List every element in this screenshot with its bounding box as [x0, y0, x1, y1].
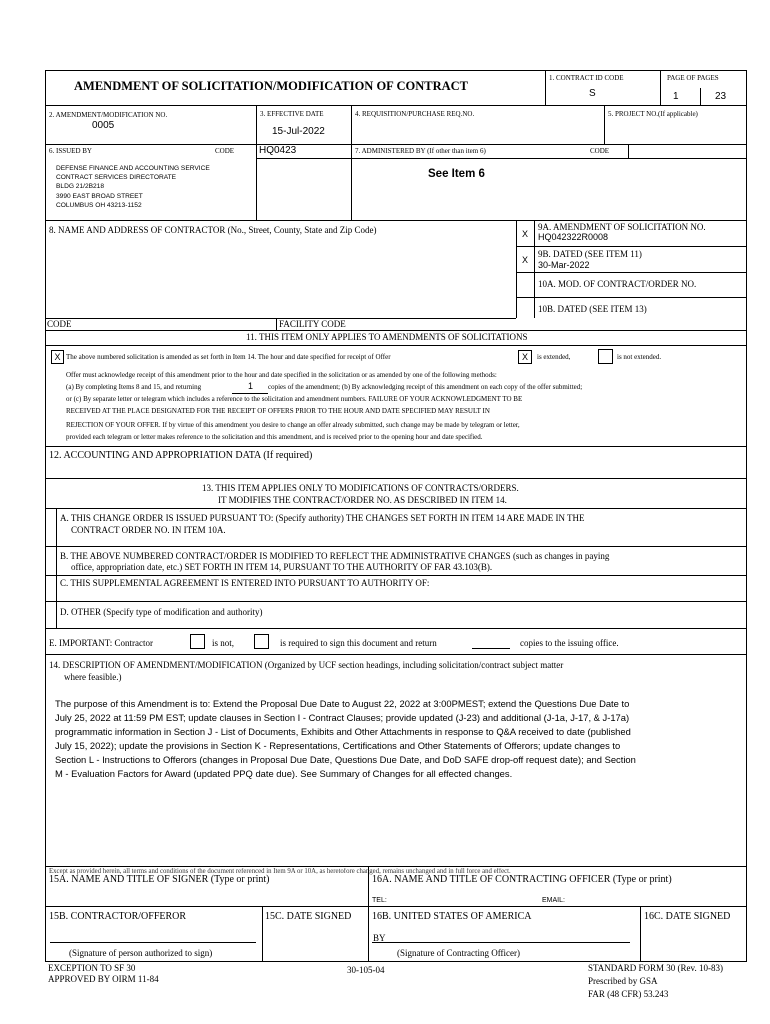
is-not-label: is not,: [212, 638, 235, 648]
item-11-line: (a) By completing Items 8 and 15, and returning: [66, 383, 202, 391]
far-reference: FAR (48 CFR) 53.243: [588, 989, 669, 999]
description-line: Section L - Instructions to Offerors (changes in Proposal Due Date, Questions Due Date, and DoD SAFE drop-off request date); and Section: [55, 754, 636, 765]
item-11-line: REJECTION OF YOUR OFFER. If by virtue of this amendment you desire to change an offer already submitted, such change may be made by telegram or letter,: [66, 421, 520, 429]
mod-contract-label: 10A. MOD. OF CONTRACT/ORDER NO.: [538, 279, 697, 289]
item-11-line: or (c) By separate letter or telegram which includes a reference to the solicitation and amendment numbers. FAILURE OF YOUR ACKNOWLEDGMENT TO BE: [66, 395, 523, 403]
checkbox-amended[interactable]: X: [51, 350, 64, 364]
contractor-code-label: CODE: [47, 319, 72, 329]
copies-count[interactable]: 1: [248, 381, 254, 391]
item-13a-line1: A. THIS CHANGE ORDER IS ISSUED PURSUANT TO: (Specify authority) THE CHANGES SET FORTH IN ITEM 14 ARE MADE IN THE: [60, 513, 585, 523]
item-11-line: Offer must acknowledge receipt of this amendment prior to the hour and date specified in the solicitation or as amended by one of the following methods:: [66, 371, 497, 379]
checkbox-is-required[interactable]: [254, 634, 269, 649]
exception-sf30: EXCEPTION TO SF 30: [48, 963, 136, 973]
facility-code-label: FACILITY CODE: [279, 319, 346, 329]
item-13-title: 13. THIS ITEM APPLIES ONLY TO MODIFICATIONS OF CONTRACTS/ORDERS.: [202, 483, 519, 493]
dated-9b-label: 9B. DATED (SEE ITEM 11): [538, 249, 642, 259]
contracting-officer-name-label: 16A. NAME AND TITLE OF CONTRACTING OFFICER (Type or print): [372, 874, 672, 885]
amendment-no-label: 2. AMENDMENT/MODIFICATION NO.: [49, 111, 168, 119]
prescribed-by: Prescribed by GSA: [588, 976, 658, 986]
page-number: 1: [673, 91, 679, 102]
united-states-label: 16B. UNITED STATES OF AMERICA: [372, 911, 532, 922]
description-line: programmatic information in Section J - List of Documents, Exhibits and Other Attachments in response to Q&A received to date (published: [55, 726, 631, 737]
effective-date[interactable]: 15-Jul-2022: [272, 126, 325, 137]
item-11-line: provided each telegram or letter makes reference to the solicitation and this amendment, and is received prior to the opening hour and date specified.: [66, 433, 483, 441]
contractor-address-label: 8. NAME AND ADDRESS OF CONTRACTOR (No., Street, County, State and Zip Code): [49, 225, 377, 235]
description-line: M - Evaluation Factors for Award (updated PPQ date due). See Summary of Changes for all effected changes.: [55, 768, 513, 779]
effective-date-label: 3. EFFECTIVE DATE: [260, 110, 324, 118]
item-11-line: copies of the amendment; (b) By acknowledging receipt of this amendment on each copy of the offer submitted;: [268, 383, 583, 391]
administered-code-label: CODE: [590, 147, 610, 155]
amendment-no[interactable]: 0005: [92, 120, 115, 131]
page-of-pages-label: PAGE OF PAGES: [667, 74, 719, 82]
issuer-address-line: BLDG 21/2B218: [56, 183, 105, 190]
description-line: July 15, 2022); update the provisions in Section K - Representations, Certifications and Other Statements of Offerors; update changes to: [55, 740, 621, 751]
description-line: July 25, 2022 at 11:59 PM EST; update clauses in Section I - Contract Clauses; provide updated (J-23) and additional (J-1a, J-17, & J-17a): [55, 712, 630, 723]
form-number: 30-105-04: [347, 965, 385, 975]
item-11-text: The above numbered solicitation is amended as set forth in Item 14. The hour and date specified for receipt of Offer: [66, 353, 391, 361]
form-title: AMENDMENT OF SOLICITATION/MODIFICATION OF CONTRACT: [74, 79, 469, 93]
checkbox-9b[interactable]: X: [522, 255, 529, 265]
issued-by-code[interactable]: HQ0423: [259, 145, 297, 156]
item-13b-line2: office, appropriation date, etc.) SET FORTH IN ITEM 14, PURSUANT TO THE AUTHORITY OF FAR 43.103(B).: [71, 562, 493, 572]
contractor-offeror-label: 15B. CONTRACTOR/OFFEROR: [49, 911, 187, 922]
total-pages: 23: [715, 91, 727, 102]
description-line: The purpose of this Amendment is to: Extend the Proposal Due Date to August 22, 2022 at 3:00PMEST; extend the Questions Due Date to: [55, 698, 630, 709]
dated-9b[interactable]: 30-Mar-2022: [538, 260, 590, 270]
approved-by: APPROVED BY OIRM 11-84: [48, 974, 159, 984]
checkbox-is-not[interactable]: [190, 634, 205, 649]
by-label: BY: [373, 933, 386, 943]
item-13c: C. THIS SUPPLEMENTAL AGREEMENT IS ENTERED INTO PURSUANT TO AUTHORITY OF:: [60, 578, 430, 588]
issuer-address-line: CONTRACT SERVICES DIRECTORATE: [56, 174, 177, 181]
signer-name-label: 15A. NAME AND TITLE OF SIGNER (Type or print): [49, 874, 270, 885]
checkbox-not-extended[interactable]: [598, 349, 613, 364]
contractor-signature-line[interactable]: [50, 942, 256, 943]
issued-by-label: 6. ISSUED BY: [49, 147, 92, 155]
administered-by-label: 7. ADMINISTERED BY (If other than item 6): [355, 147, 486, 155]
item-14-label-2: where feasible.): [64, 672, 122, 682]
item-11-line: RECEIVED AT THE PLACE DESIGNATED FOR THE RECEIPT OF OFFERS PRIOR TO THE HOUR AND DATE SPECIFIED MAY RESULT IN: [66, 407, 490, 415]
item-13d: D. OTHER (Specify type of modification and authority): [60, 607, 263, 617]
copies-issuing-label: copies to the issuing office.: [520, 638, 619, 648]
item-12-label: 12. ACCOUNTING AND APPROPRIATION DATA (If required): [49, 450, 313, 461]
issuer-address-line: DEFENSE FINANCE AND ACCOUNTING SERVICE: [56, 165, 210, 172]
issuer-address-line: COLUMBUS OH 43213-1152: [56, 202, 142, 209]
important-label: E. IMPORTANT: Contractor: [49, 638, 154, 648]
item-13b-line1: B. THE ABOVE NUMBERED CONTRACT/ORDER IS MODIFIED TO REFLECT THE ADMINISTRATIVE CHANGES (such as changes in paying: [60, 551, 610, 561]
tel-label: TEL:: [372, 897, 387, 904]
standard-form: STANDARD FORM 30 (Rev. 10-83): [588, 963, 723, 973]
email-label: EMAIL:: [542, 897, 565, 904]
unchanged-footnote: Except as provided herein, all terms and conditions of the document referenced in Item 9A or 10A, as heretofore changed, remains unchanged and in full force and effect.: [49, 868, 511, 875]
is-required-label: is required to sign this document and return: [280, 638, 437, 648]
project-no-label: 5. PROJECT NO.(If applicable): [608, 110, 698, 118]
issued-by-code-label: CODE: [215, 147, 235, 155]
amendment-solicitation-label: 9A. AMENDMENT OF SOLICITATION NO.: [538, 222, 706, 232]
item-13a-line2: CONTRACT ORDER NO. IN ITEM 10A.: [71, 525, 226, 535]
checkbox-extended[interactable]: X: [518, 350, 532, 364]
dated-10b-label: 10B. DATED (SEE ITEM 13): [538, 304, 647, 314]
extended-label: is extended,: [537, 353, 571, 361]
not-extended-label: is not extended.: [617, 353, 662, 361]
contract-id-code-label: 1. CONTRACT ID CODE: [549, 74, 624, 82]
requisition-label: 4. REQUISITION/PURCHASE REQ.NO.: [355, 110, 475, 118]
date-signed-16c-label: 16C. DATE SIGNED: [644, 911, 731, 922]
checkbox-9a[interactable]: X: [522, 229, 529, 239]
item-13-subtitle: IT MODIFIES THE CONTRACT/ORDER NO. AS DESCRIBED IN ITEM 14.: [218, 495, 507, 505]
solicitation-no[interactable]: HQ042322R0008: [538, 232, 609, 242]
date-signed-15c-label: 15C. DATE SIGNED: [265, 911, 352, 922]
officer-signature-line[interactable]: [372, 942, 630, 943]
issuer-address-line: 3990 EAST BROAD STREET: [56, 193, 143, 200]
item-14-label: 14. DESCRIPTION OF AMENDMENT/MODIFICATION (Organized by UCF section headings, including solicitation/contract subject matter: [49, 660, 564, 670]
officer-signature-caption: (Signature of Contracting Officer): [397, 948, 521, 958]
see-item-6: See Item 6: [428, 168, 485, 180]
item-11-title: 11. THIS ITEM ONLY APPLIES TO AMENDMENTS OF SOLICITATIONS: [246, 332, 528, 342]
contract-id-code[interactable]: S: [589, 88, 596, 99]
contractor-signature-caption: (Signature of person authorized to sign): [69, 948, 213, 958]
